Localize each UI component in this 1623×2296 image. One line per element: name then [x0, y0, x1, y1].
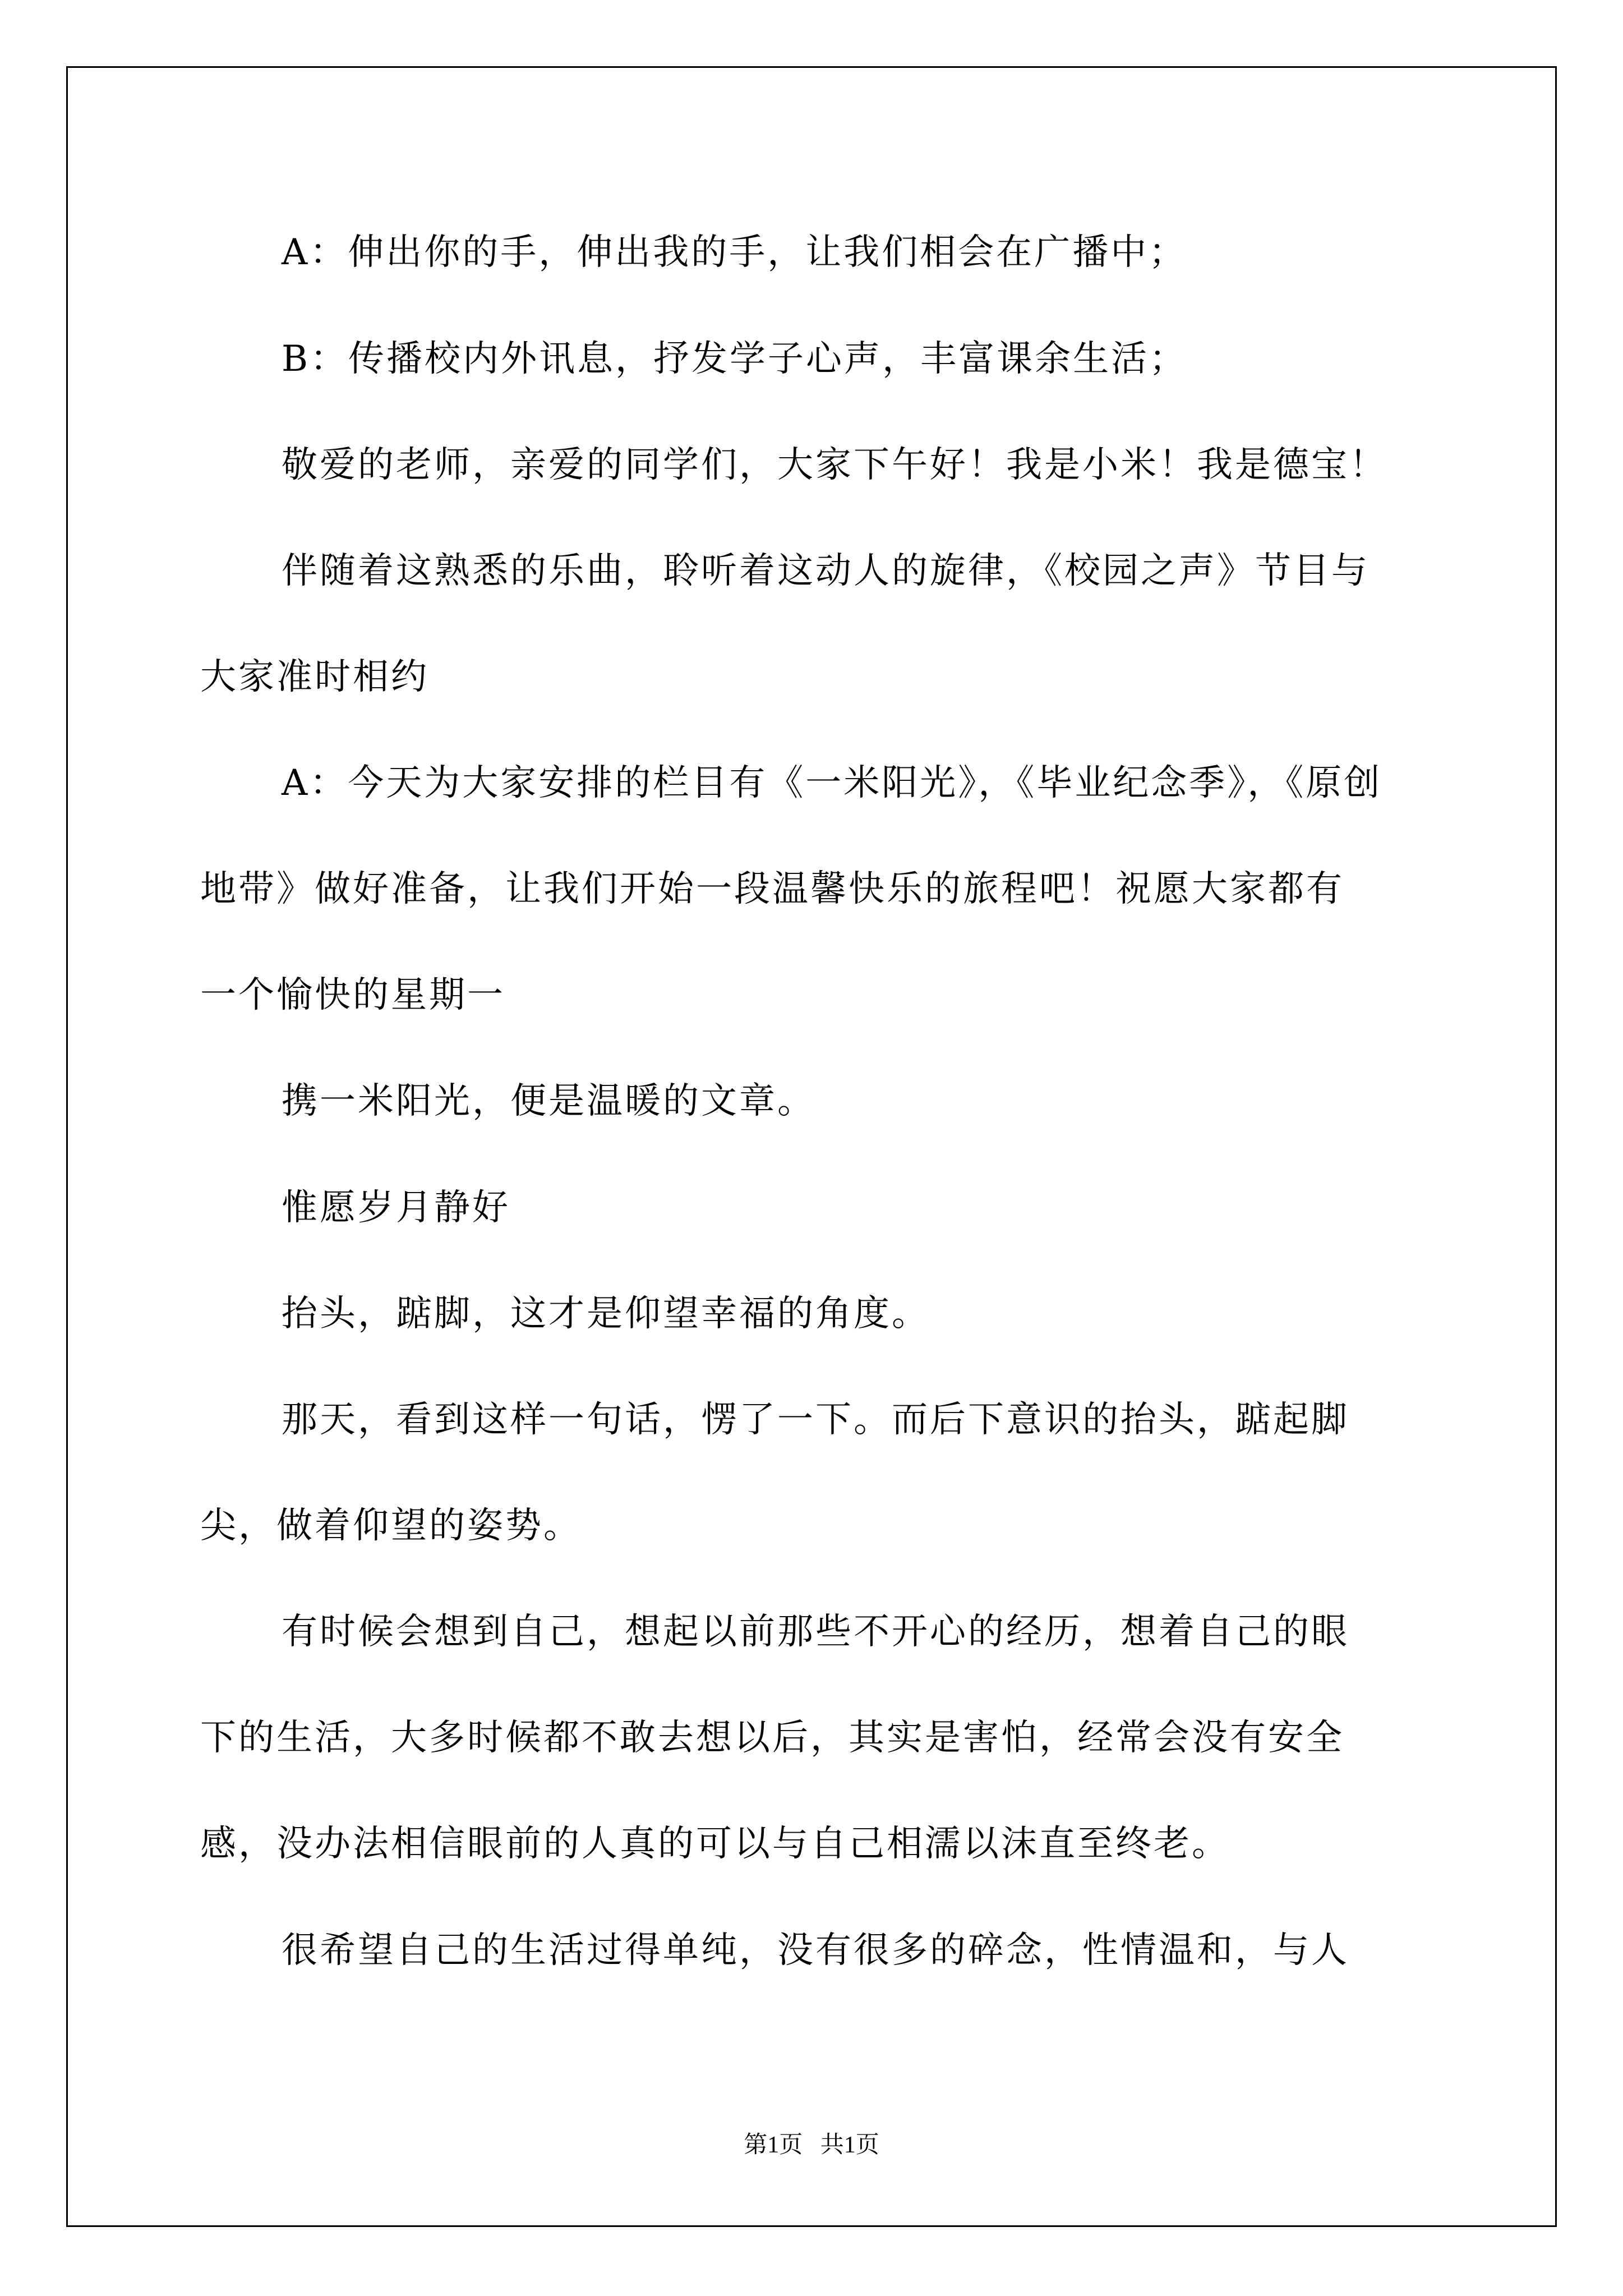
paragraph-line: 那天，看到这样一句话，愣了一下。而后下意识的抬头，踮起脚	[282, 1399, 1349, 1441]
paragraph-line: 尖，做着仰望的姿势。	[200, 1505, 582, 1547]
paragraph-line: 大家准时相约	[200, 656, 429, 698]
paragraph-line: 惟愿岁月静好	[282, 1187, 510, 1228]
paragraph-line: 下的生活，大多时候都不敢去想以后，其实是害怕，经常会没有安全	[200, 1717, 1344, 1759]
paragraph-line: 很希望自己的生活过得单纯，没有很多的碎念，性情温和，与人	[282, 1930, 1349, 1971]
paragraph-line: 感，没办法相信眼前的人真的可以与自己相濡以沫直至终老。	[200, 1823, 1230, 1865]
page-border	[66, 66, 1557, 2227]
paragraph-line: 伴随着这熟悉的乐曲，聆听着这动人的旋律，《校园之声》节目与	[282, 550, 1370, 592]
paragraph-line: 地带》做好准备，让我们开始一段温馨快乐的旅程吧！祝愿大家都有	[200, 868, 1344, 910]
paragraph-line: 抬头，踮脚，这才是仰望幸福的角度。	[282, 1293, 930, 1335]
paragraph-line: A：今天为大家安排的栏目有《一米阳光》，《毕业纪念季》，《原创	[282, 762, 1382, 804]
paragraph-line: A：伸出你的手，伸出我的手，让我们相会在广播中；	[282, 232, 1187, 273]
paragraph-line: 一个愉快的星期一	[200, 974, 505, 1016]
paragraph-line: 携一米阳光，便是温暖的文章。	[282, 1080, 815, 1122]
paragraph-line: 敬爱的老师，亲爱的同学们，大家下午好！我是小米！我是德宝！	[282, 444, 1387, 486]
paragraph-line: B：传播校内外讯息，抒发学子心声，丰富课余生活；	[282, 338, 1188, 380]
page-number-footer: 第1页 共1页	[744, 2132, 879, 2158]
paragraph-line: 有时候会想到自己，想起以前那些不开心的经历，想着自己的眼	[282, 1611, 1349, 1653]
